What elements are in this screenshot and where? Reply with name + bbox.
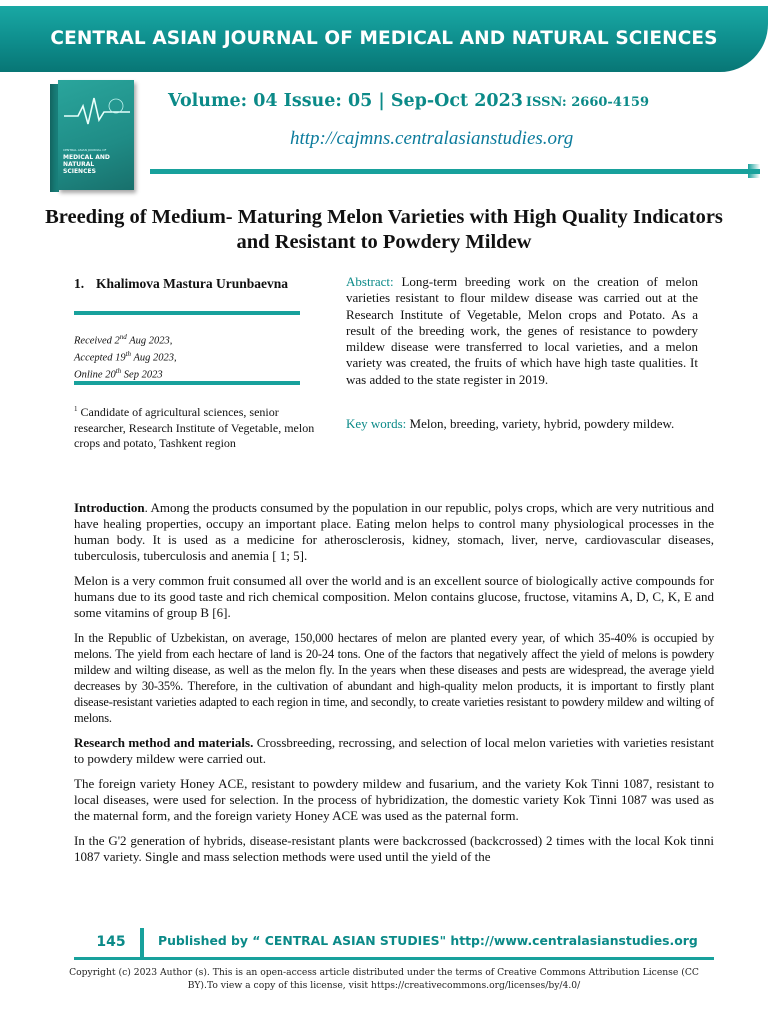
issn: ISSN: 2660-4159 [525,95,649,110]
received-date: Received 2nd Aug 2023, [74,333,173,347]
article-dates [74,331,314,382]
article-body [74,500,714,874]
heartbeat-icon [64,92,130,132]
copyright-notice: Copyright (c) 2023 Author (s). This is an open-access article distributed under the terms of Creative Commons Attribution License (CC BY).To view a copy of this license, visit https://creativecommons.org/licenses/by/4.0/ [69,967,699,991]
header-divider [150,169,760,174]
abstract-text: Long-term breeding work on the creation of melon varieties resistant to flour mildew disease was carried out at the Research Institute of Vegetable, Melon crops and Potato. As a result of the breeding work, the genes of resistance to powdery mildew disease were transferred to local varieties, and a melon variety was created, the fruits of which have high taste qualities. It was added to the state register in 2019. [346,274,699,387]
online-date: Online 20th Sep 2023 [74,367,163,381]
keywords-text: Melon, breeding, variety, hybrid, powdery mildew. [409,416,675,431]
author-affiliation [74,402,332,452]
affiliation-text: Candidate of agricultural sciences, senior researcher, Research Institute of Vegetable, melon crops and potato, Tashkent region [74,405,315,450]
journal-url-link[interactable]: http://cajmns.centralasianstudies.org [290,128,574,149]
introduction-paragraph: Introduction. Among the products consumed by the population in our republic, polys crops, which are very nutritious and have healing properties, occupy an important place. Eating melon helps to control many physiological processes in the human body. It is used as a medicine for atherosclerosis, kidney, stomach, liver, nerve, cardiovascular diseases, tuberculosis, tuberculosis and anemia [ 1; 5]. [74,500,714,563]
article-title: Breeding of Medium- Maturing Melon Varieties with High Quality Indicators and Resistant to Powdery Mildew [45,206,723,253]
methods-paragraph: Research method and materials. Crossbreeding, recrossing, and selection of local melon varieties with varieties resistant to powdery mildew were carried out. [74,735,714,766]
body-paragraph: Melon is a very common fruit consumed all over the world and is an excellent source of biologically active compounds for humans due to its good taste and rich chemical composition. Melon contains glucose, fructose, vitamins A, D, C, K, E and some vitamins of group B [6]. [74,573,714,620]
volume-issue [168,91,649,111]
volume-issue-text: Volume: 04 Issue: 05 | Sep-Oct 2023 [168,91,523,111]
dates-divider [74,381,300,385]
abstract [346,274,698,388]
affiliation-marker: 1 [74,405,78,413]
page-number: 145 [96,934,126,950]
cover-subtitle: CENTRAL ASIAN JOURNAL OF [63,148,107,152]
journal-banner: CENTRAL ASIAN JOURNAL OF MEDICAL AND NATURAL SCIENCES [0,6,768,72]
body-paragraph: The foreign variety Honey ACE, resistant to powdery mildew and fusarium, and the variety Kok Tinni 1087, resistant to local diseases, were used for selection. In the process of hybridization, the domestic variety Kok Tinni 1087 was used as the maternal form, and the foreign variety Honey ACE was used as the paternal form. [74,776,714,823]
author-line [74,276,288,292]
author-divider [74,311,300,315]
author-name: Khalimova Mastura Urunbaevna [96,276,289,291]
footer-vertical-divider [140,928,144,958]
methods-heading: Research method and materials. [74,735,254,750]
publisher-line[interactable]: Published by “ CENTRAL ASIAN STUDIES" http://www.centralasianstudies.org [158,933,698,948]
journal-cover-image [50,80,136,192]
abstract-label: Abstract: [346,274,394,289]
cover-title: MEDICAL AND NATURAL SCIENCES [63,154,110,175]
keywords [346,416,698,432]
keywords-label: Key words: [346,416,407,431]
body-paragraph: In the Republic of Uzbekistan, on average, 150,000 hectares of melon are planted every year, of which 35-40% is occupied by melons. The yield from each hectare of land is 20-24 tons. One of the factors that negatively affect the yield of melons is powdery mildew and wilting disease, as well as the melon fly. In the years when these diseases and pests are widespread, the average yield decreases by 30-35%. Therefore, in the cultivation of abundant and high-quality melon products, it is important to firstly plant disease-resistant varieties adapted to each region in time, and secondly, to create varieties resistant to powdery mildew and wilting of melons. [74,631,714,725]
accepted-date: Accepted 19th Aug 2023, [74,350,177,364]
author-number: 1. [74,276,85,291]
body-paragraph: In the G'2 generation of hybrids, disease-resistant plants were backcrossed (backcrossed) 2 times with the local Kok tinni 1087 variety. Single and mass selection methods were used until the yield of the [74,833,714,864]
footer-divider [74,957,714,960]
introduction-heading: Introduction [74,500,145,515]
